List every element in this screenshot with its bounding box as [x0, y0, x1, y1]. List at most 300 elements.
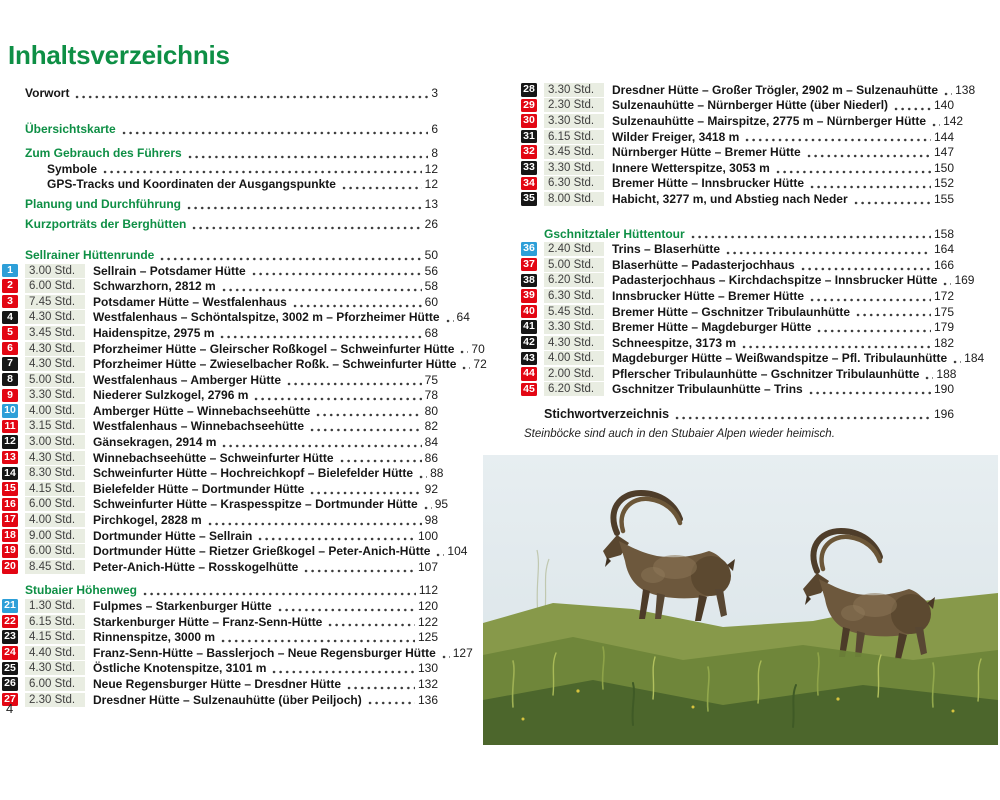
stage-page: 56 [424, 263, 438, 278]
toc-entry [521, 113, 964, 129]
stage-page: 188 [936, 366, 957, 381]
stage-number-badge: 7 [2, 357, 18, 371]
dot-leader [817, 329, 931, 333]
stage-number-badge: 25 [2, 662, 18, 676]
stage-duration: 4.15 Std. [25, 482, 85, 496]
stage-page: 127 [452, 645, 473, 660]
toc-entry [2, 645, 473, 661]
stage-duration: 5.00 Std. [544, 258, 604, 272]
stage-number-badge: 11 [2, 420, 18, 434]
stage-duration: 3.45 Std. [544, 145, 604, 159]
stage-duration: 3.30 Std. [544, 114, 604, 128]
toc-entry [2, 676, 438, 692]
stage-duration: 2.30 Std. [544, 98, 604, 112]
stage-number-badge: 28 [521, 83, 537, 97]
stage-number-badge: 2 [2, 279, 18, 293]
dot-leader [221, 639, 415, 643]
dot-leader [293, 304, 422, 308]
stage-title: Bielefelder Hütte – Dortmunder Hütte [93, 481, 305, 496]
stage-page: 125 [417, 630, 438, 645]
toc-entry [2, 559, 438, 575]
stage-page: 72 [473, 357, 487, 372]
stage-title: Habicht, 3277 m, und Abstieg nach Neder [612, 191, 848, 206]
dot-leader [272, 670, 415, 674]
front-matter-page: 3 [431, 85, 438, 100]
stage-duration: 8.00 Std. [544, 192, 604, 206]
stage-duration: 7.45 Std. [25, 295, 85, 309]
stage-title: Sulzenauhütte – Nürnberger Hütte (über Niederl) [612, 98, 889, 113]
stage-duration: 3.30 Std. [544, 161, 604, 175]
stage-duration: 2.40 Std. [544, 242, 604, 256]
stage-title: Westfalenhaus – Schöntalspitze, 3002 m – Pforzheimer Hütte [93, 310, 440, 325]
stage-title: Bremer Hütte – Innsbrucker Hütte [612, 176, 805, 191]
toc-entry [2, 481, 438, 497]
index-entry [544, 406, 954, 422]
stage-title: Trins – Blaserhütte [612, 242, 721, 257]
stage-number-badge: 31 [521, 130, 537, 144]
stage-number-badge: 27 [2, 693, 18, 707]
stage-title: Innere Wetterspitze, 3053 m [612, 160, 770, 175]
front-matter-title: Übersichtskarte [25, 122, 116, 137]
dot-leader [953, 360, 961, 364]
stage-page: 144 [933, 129, 954, 144]
dot-leader [368, 701, 415, 705]
stage-page: 98 [424, 513, 438, 528]
toc-entry [2, 692, 438, 708]
toc-section-heading [25, 247, 438, 263]
toc-entry [521, 176, 954, 192]
stage-title: Gschnitzer Tribulaunhütte – Trins [612, 382, 803, 397]
dot-leader [809, 391, 931, 395]
dot-leader [807, 154, 931, 158]
stage-page: 95 [434, 497, 449, 512]
toc-entry [521, 335, 954, 351]
toc-entry [521, 160, 954, 176]
stage-number-badge: 14 [2, 467, 18, 481]
stage-title: Bremer Hütte – Magdeburger Hütte [612, 320, 812, 335]
stage-number-badge: 37 [521, 258, 537, 272]
dot-leader [254, 397, 421, 401]
stage-title: Westfalenhaus – Winnebachseehütte [93, 419, 305, 434]
toc-entry [2, 278, 438, 294]
stage-page: 88 [430, 466, 444, 481]
stage-number-badge: 21 [2, 599, 18, 613]
stage-page: 184 [964, 351, 985, 366]
stage-page: 70 [471, 341, 485, 356]
stage-number-badge: 16 [2, 498, 18, 512]
toc-entry [521, 273, 975, 289]
dot-leader [328, 623, 415, 627]
stage-duration: 4.40 Std. [25, 646, 85, 660]
stage-duration: 9.00 Std. [25, 529, 85, 543]
stage-page: 150 [933, 160, 954, 175]
stage-page: 140 [933, 98, 954, 113]
toc-entry [2, 497, 449, 513]
stage-duration: 5.00 Std. [25, 373, 85, 387]
dot-leader [103, 170, 422, 174]
front-matter-entry [25, 217, 438, 233]
stage-number-badge: 3 [2, 295, 18, 309]
ibex-photo [483, 455, 998, 745]
stage-number-badge: 36 [521, 242, 537, 256]
stage-page: 104 [447, 544, 468, 559]
stage-title: Gänsekragen, 2914 m [93, 435, 217, 450]
dot-leader [745, 138, 931, 142]
stage-title: Östliche Knotenspitze, 3101 m [93, 661, 267, 676]
dot-leader [192, 226, 421, 230]
dot-leader [342, 186, 422, 190]
section-page: 158 [933, 226, 954, 241]
stage-page: 142 [943, 113, 964, 128]
toc-entry [521, 241, 954, 257]
dot-leader [160, 257, 421, 261]
stage-number-badge: 17 [2, 513, 18, 527]
stage-number-badge: 35 [521, 192, 537, 206]
dot-leader [424, 506, 432, 510]
dot-leader [75, 95, 428, 99]
stage-number-badge: 8 [2, 373, 18, 387]
dot-leader [222, 444, 421, 448]
toc-entry [2, 450, 438, 466]
stage-number-badge: 20 [2, 560, 18, 574]
toc-entry [2, 614, 438, 630]
stage-page: 80 [424, 403, 438, 418]
stage-duration: 4.00 Std. [544, 351, 604, 365]
toc-entry [2, 325, 438, 341]
stage-title: Winnebachseehütte – Schweinfurter Hütte [93, 450, 334, 465]
stage-duration: 2.00 Std. [544, 367, 604, 381]
stage-title: Pforzheimer Hütte – Gleirscher Roßkogel – Schweinfurter Hütte [93, 341, 455, 356]
dot-leader [340, 459, 422, 463]
stage-duration: 6.20 Std. [544, 382, 604, 396]
toc-right-column [521, 82, 985, 422]
stage-title: Bremer Hütte – Gschnitzer Tribulaunhütte [612, 304, 851, 319]
dot-leader [691, 235, 931, 239]
dot-leader [252, 272, 422, 276]
stage-title: Westfalenhaus – Amberger Hütte [93, 372, 282, 387]
toc-entry [521, 366, 957, 382]
stage-title: Magdeburger Hütte – Weißwandspitze – Pfl. Tribulaunhütte [612, 351, 948, 366]
toc-entry [2, 661, 438, 677]
stage-duration: 3.30 Std. [25, 388, 85, 402]
toc-entry [2, 512, 438, 528]
toc-entry [2, 419, 438, 435]
stage-duration: 5.45 Std. [544, 305, 604, 319]
toc-entry [521, 257, 954, 273]
dot-leader [943, 282, 951, 286]
toc-section-heading [25, 583, 438, 599]
stage-duration: 4.00 Std. [25, 513, 85, 527]
index-page: 196 [933, 407, 954, 422]
front-matter-entry [25, 145, 438, 161]
dot-leader [776, 170, 931, 174]
stage-page: 136 [417, 692, 438, 707]
stage-number-badge: 12 [2, 435, 18, 449]
stage-duration: 2.30 Std. [25, 693, 85, 707]
stage-duration: 4.00 Std. [25, 404, 85, 418]
stage-duration: 4.30 Std. [544, 336, 604, 350]
stage-page: 190 [933, 382, 954, 397]
stage-page: 147 [933, 145, 954, 160]
toc-entry [2, 310, 470, 326]
dot-leader [442, 655, 450, 659]
dot-leader [278, 608, 415, 612]
stage-page: 82 [424, 419, 438, 434]
front-matter-list [2, 85, 438, 232]
stage-title: Sulzenauhütte – Mairspitze, 2775 m – Nürnberger Hütte [612, 113, 927, 128]
stage-number-badge: 24 [2, 646, 18, 660]
stage-duration: 1.30 Std. [25, 599, 85, 613]
toc-entry [2, 294, 438, 310]
stage-page: 152 [933, 176, 954, 191]
stage-number-badge: 32 [521, 145, 537, 159]
stage-duration: 6.00 Std. [25, 544, 85, 558]
dot-leader [436, 553, 444, 557]
toc-entry [2, 403, 438, 419]
stage-number-badge: 4 [2, 311, 18, 325]
stage-page: 60 [424, 294, 438, 309]
front-matter-entry [25, 196, 438, 212]
dot-leader [222, 288, 422, 292]
stage-page: 100 [417, 528, 438, 543]
dot-leader [944, 92, 952, 96]
stage-page: 107 [417, 559, 438, 574]
dot-leader [188, 155, 429, 159]
toc-entry [2, 465, 444, 481]
section-title: Sellrainer Hüttenrunde [25, 247, 155, 262]
front-matter-entry [25, 122, 438, 138]
stage-title: Pflerscher Tribulaunhütte – Gschnitzer Tribulaunhütte [612, 366, 920, 381]
stage-title: Haidenspitze, 2975 m [93, 325, 215, 340]
stage-title: Padasterjochhaus – Kirchdachspitze – Innsbrucker Hütte [612, 273, 938, 288]
toc-entry [521, 144, 954, 160]
stage-number-badge: 45 [521, 383, 537, 397]
stage-title: Wilder Freiger, 3418 m [612, 129, 740, 144]
dot-leader [143, 592, 416, 596]
stage-page: 68 [424, 325, 438, 340]
front-matter-title: Zum Gebrauch des Führers [25, 145, 182, 160]
stage-number-badge: 15 [2, 482, 18, 496]
toc-entry [2, 434, 438, 450]
toc-block [521, 226, 985, 398]
photo-caption: Steinböcke sind auch in den Stubaier Alpen wieder heimisch. [524, 428, 835, 440]
dot-leader [810, 298, 931, 302]
stage-number-badge: 33 [521, 161, 537, 175]
front-matter-entry [25, 85, 438, 101]
toc-entry [2, 543, 468, 559]
stage-title: Dortmunder Hütte – Sellrain [93, 528, 253, 543]
stage-number-badge: 22 [2, 615, 18, 629]
dot-leader [208, 522, 422, 526]
toc-entry [2, 528, 438, 544]
stage-duration: 4.15 Std. [25, 630, 85, 644]
stage-page: 138 [955, 82, 976, 97]
dot-leader [801, 267, 931, 271]
front-matter-page: 8 [431, 145, 438, 160]
index-title: Stichwortverzeichnis [544, 407, 670, 422]
toc-entry [521, 98, 954, 114]
dot-leader [316, 413, 421, 417]
stage-duration: 8.45 Std. [25, 560, 85, 574]
front-matter-page: 6 [431, 122, 438, 137]
stage-duration: 3.00 Std. [25, 435, 85, 449]
stage-duration: 6.00 Std. [25, 279, 85, 293]
stage-number-badge: 26 [2, 677, 18, 691]
stage-duration: 8.30 Std. [25, 466, 85, 480]
stage-number-badge: 42 [521, 336, 537, 350]
stage-page: 64 [456, 310, 470, 325]
stage-page: 130 [417, 661, 438, 676]
stage-title: Sellrain – Potsdamer Hütte [93, 263, 246, 278]
dot-leader [310, 491, 421, 495]
stage-duration: 3.00 Std. [25, 264, 85, 278]
toc-entry [521, 288, 954, 304]
front-matter-page: 12 [424, 161, 438, 176]
section-page: 112 [418, 583, 438, 598]
dot-leader [347, 686, 415, 690]
section-title: Gschnitztaler Hüttentour [544, 226, 685, 241]
toc-right-blocks [521, 82, 985, 422]
dot-leader [310, 428, 422, 432]
stage-title: Potsdamer Hütte – Westfalenhaus [93, 294, 287, 309]
stage-page: 155 [933, 191, 954, 206]
stage-number-badge: 9 [2, 389, 18, 403]
dot-leader [304, 569, 415, 573]
stage-number-badge: 18 [2, 529, 18, 543]
stage-title: Pforzheimer Hütte – Zwieselbacher Roßk. – Schweinfurter Hütte [93, 357, 457, 372]
stage-page: 78 [424, 388, 438, 403]
toc-entry [2, 341, 485, 357]
stage-title: Starkenburger Hütte – Franz-Senn-Hütte [93, 614, 323, 629]
toc-entry [521, 304, 954, 320]
toc-entry [521, 191, 954, 207]
stage-number-badge: 5 [2, 326, 18, 340]
dot-leader [460, 350, 468, 354]
stage-number-badge: 29 [521, 99, 537, 113]
front-matter-page: 26 [424, 217, 438, 232]
stage-title: Schneespitze, 3173 m [612, 335, 737, 350]
stage-number-badge: 1 [2, 264, 18, 278]
toc-entry [2, 598, 438, 614]
stage-duration: 3.30 Std. [544, 83, 604, 97]
stage-page: 58 [424, 279, 438, 294]
toc-entry [521, 129, 954, 145]
stage-page: 122 [417, 614, 438, 629]
stage-page: 132 [417, 676, 438, 691]
stage-number-badge: 13 [2, 451, 18, 465]
stage-number-badge: 38 [521, 274, 537, 288]
toc-block [521, 82, 976, 207]
dot-leader [854, 201, 931, 205]
stage-title: Neue Regensburger Hütte – Dresdner Hütte [93, 676, 342, 691]
dot-leader [187, 206, 422, 210]
toc-entry [2, 388, 438, 404]
toc-left-blocks [2, 247, 487, 707]
stage-title: Schweinfurter Hütte – Hochreichkopf – Bielefelder Hütte [93, 466, 414, 481]
stage-duration: 3.15 Std. [25, 419, 85, 433]
toc-entry [521, 351, 985, 367]
stage-duration: 4.30 Std. [25, 342, 85, 356]
page-number: 4 [6, 701, 14, 716]
stage-page: 179 [933, 320, 954, 335]
stage-duration: 6.20 Std. [544, 273, 604, 287]
front-matter-title: Vorwort [25, 85, 70, 100]
stage-title: Schwarzhorn, 2812 m [93, 279, 216, 294]
stage-number-badge: 39 [521, 289, 537, 303]
stage-duration: 4.30 Std. [25, 661, 85, 675]
front-matter-page: 12 [424, 177, 438, 192]
stage-number-badge: 44 [521, 367, 537, 381]
stage-page: 166 [933, 257, 954, 272]
stage-page: 75 [424, 372, 438, 387]
stage-title: Fulpmes – Starkenburger Hütte [93, 599, 272, 614]
stage-page: 182 [933, 335, 954, 350]
toc-entry [2, 372, 438, 388]
stage-page: 175 [933, 304, 954, 319]
stage-page: 84 [424, 435, 438, 450]
stage-duration: 4.30 Std. [25, 357, 85, 371]
stage-page: 172 [933, 288, 954, 303]
stage-title: Rinnenspitze, 3000 m [93, 630, 216, 645]
stage-title: Schweinfurter Hütte – Kraspesspitze – Dortmunder Hütte [93, 497, 418, 512]
stage-title: Nürnberger Hütte – Bremer Hütte [612, 145, 801, 160]
dot-leader [446, 319, 454, 323]
stage-number-badge: 19 [2, 544, 18, 558]
toc-entry [2, 629, 438, 645]
stage-number-badge: 10 [2, 404, 18, 418]
stage-number-badge: 34 [521, 177, 537, 191]
stage-page: 164 [933, 242, 954, 257]
toc-entry [521, 82, 976, 98]
front-matter-page: 13 [424, 196, 438, 211]
toc-entry [521, 319, 954, 335]
front-matter-entry [47, 161, 438, 177]
stage-duration: 6.30 Std. [544, 176, 604, 190]
stage-number-badge: 6 [2, 342, 18, 356]
stage-duration: 3.30 Std. [544, 320, 604, 334]
dot-leader [932, 123, 940, 127]
dot-leader [122, 131, 429, 135]
dot-leader [220, 335, 421, 339]
front-matter-title: Planung und Durchführung [25, 196, 181, 211]
stage-page: 120 [417, 599, 438, 614]
stage-number-badge: 40 [521, 305, 537, 319]
stage-duration: 3.45 Std. [25, 326, 85, 340]
dot-leader [419, 475, 427, 479]
toc-left-column [2, 85, 487, 707]
front-matter-title: Symbole [47, 161, 98, 176]
stage-number-badge: 43 [521, 352, 537, 366]
stage-duration: 6.15 Std. [25, 615, 85, 629]
dot-leader [258, 537, 415, 541]
toc-entry [521, 382, 954, 398]
dot-leader [675, 416, 931, 420]
dot-leader [462, 366, 470, 370]
dot-leader [726, 251, 931, 255]
dot-leader [894, 107, 931, 111]
dot-leader [810, 185, 931, 189]
toc-block [2, 583, 473, 708]
stage-title: Peter-Anich-Hütte – Rosskogelhütte [93, 559, 299, 574]
stage-title: Pirchkogel, 2828 m [93, 513, 202, 528]
stage-duration: 6.15 Std. [544, 130, 604, 144]
dot-leader [742, 345, 931, 349]
stage-title: Dortmunder Hütte – Rietzer Grießkogel – Peter-Anich-Hütte [93, 544, 431, 559]
stage-page: 169 [954, 273, 975, 288]
toc-section-heading [544, 226, 954, 242]
stage-duration: 6.00 Std. [25, 497, 85, 511]
stage-number-badge: 30 [521, 114, 537, 128]
